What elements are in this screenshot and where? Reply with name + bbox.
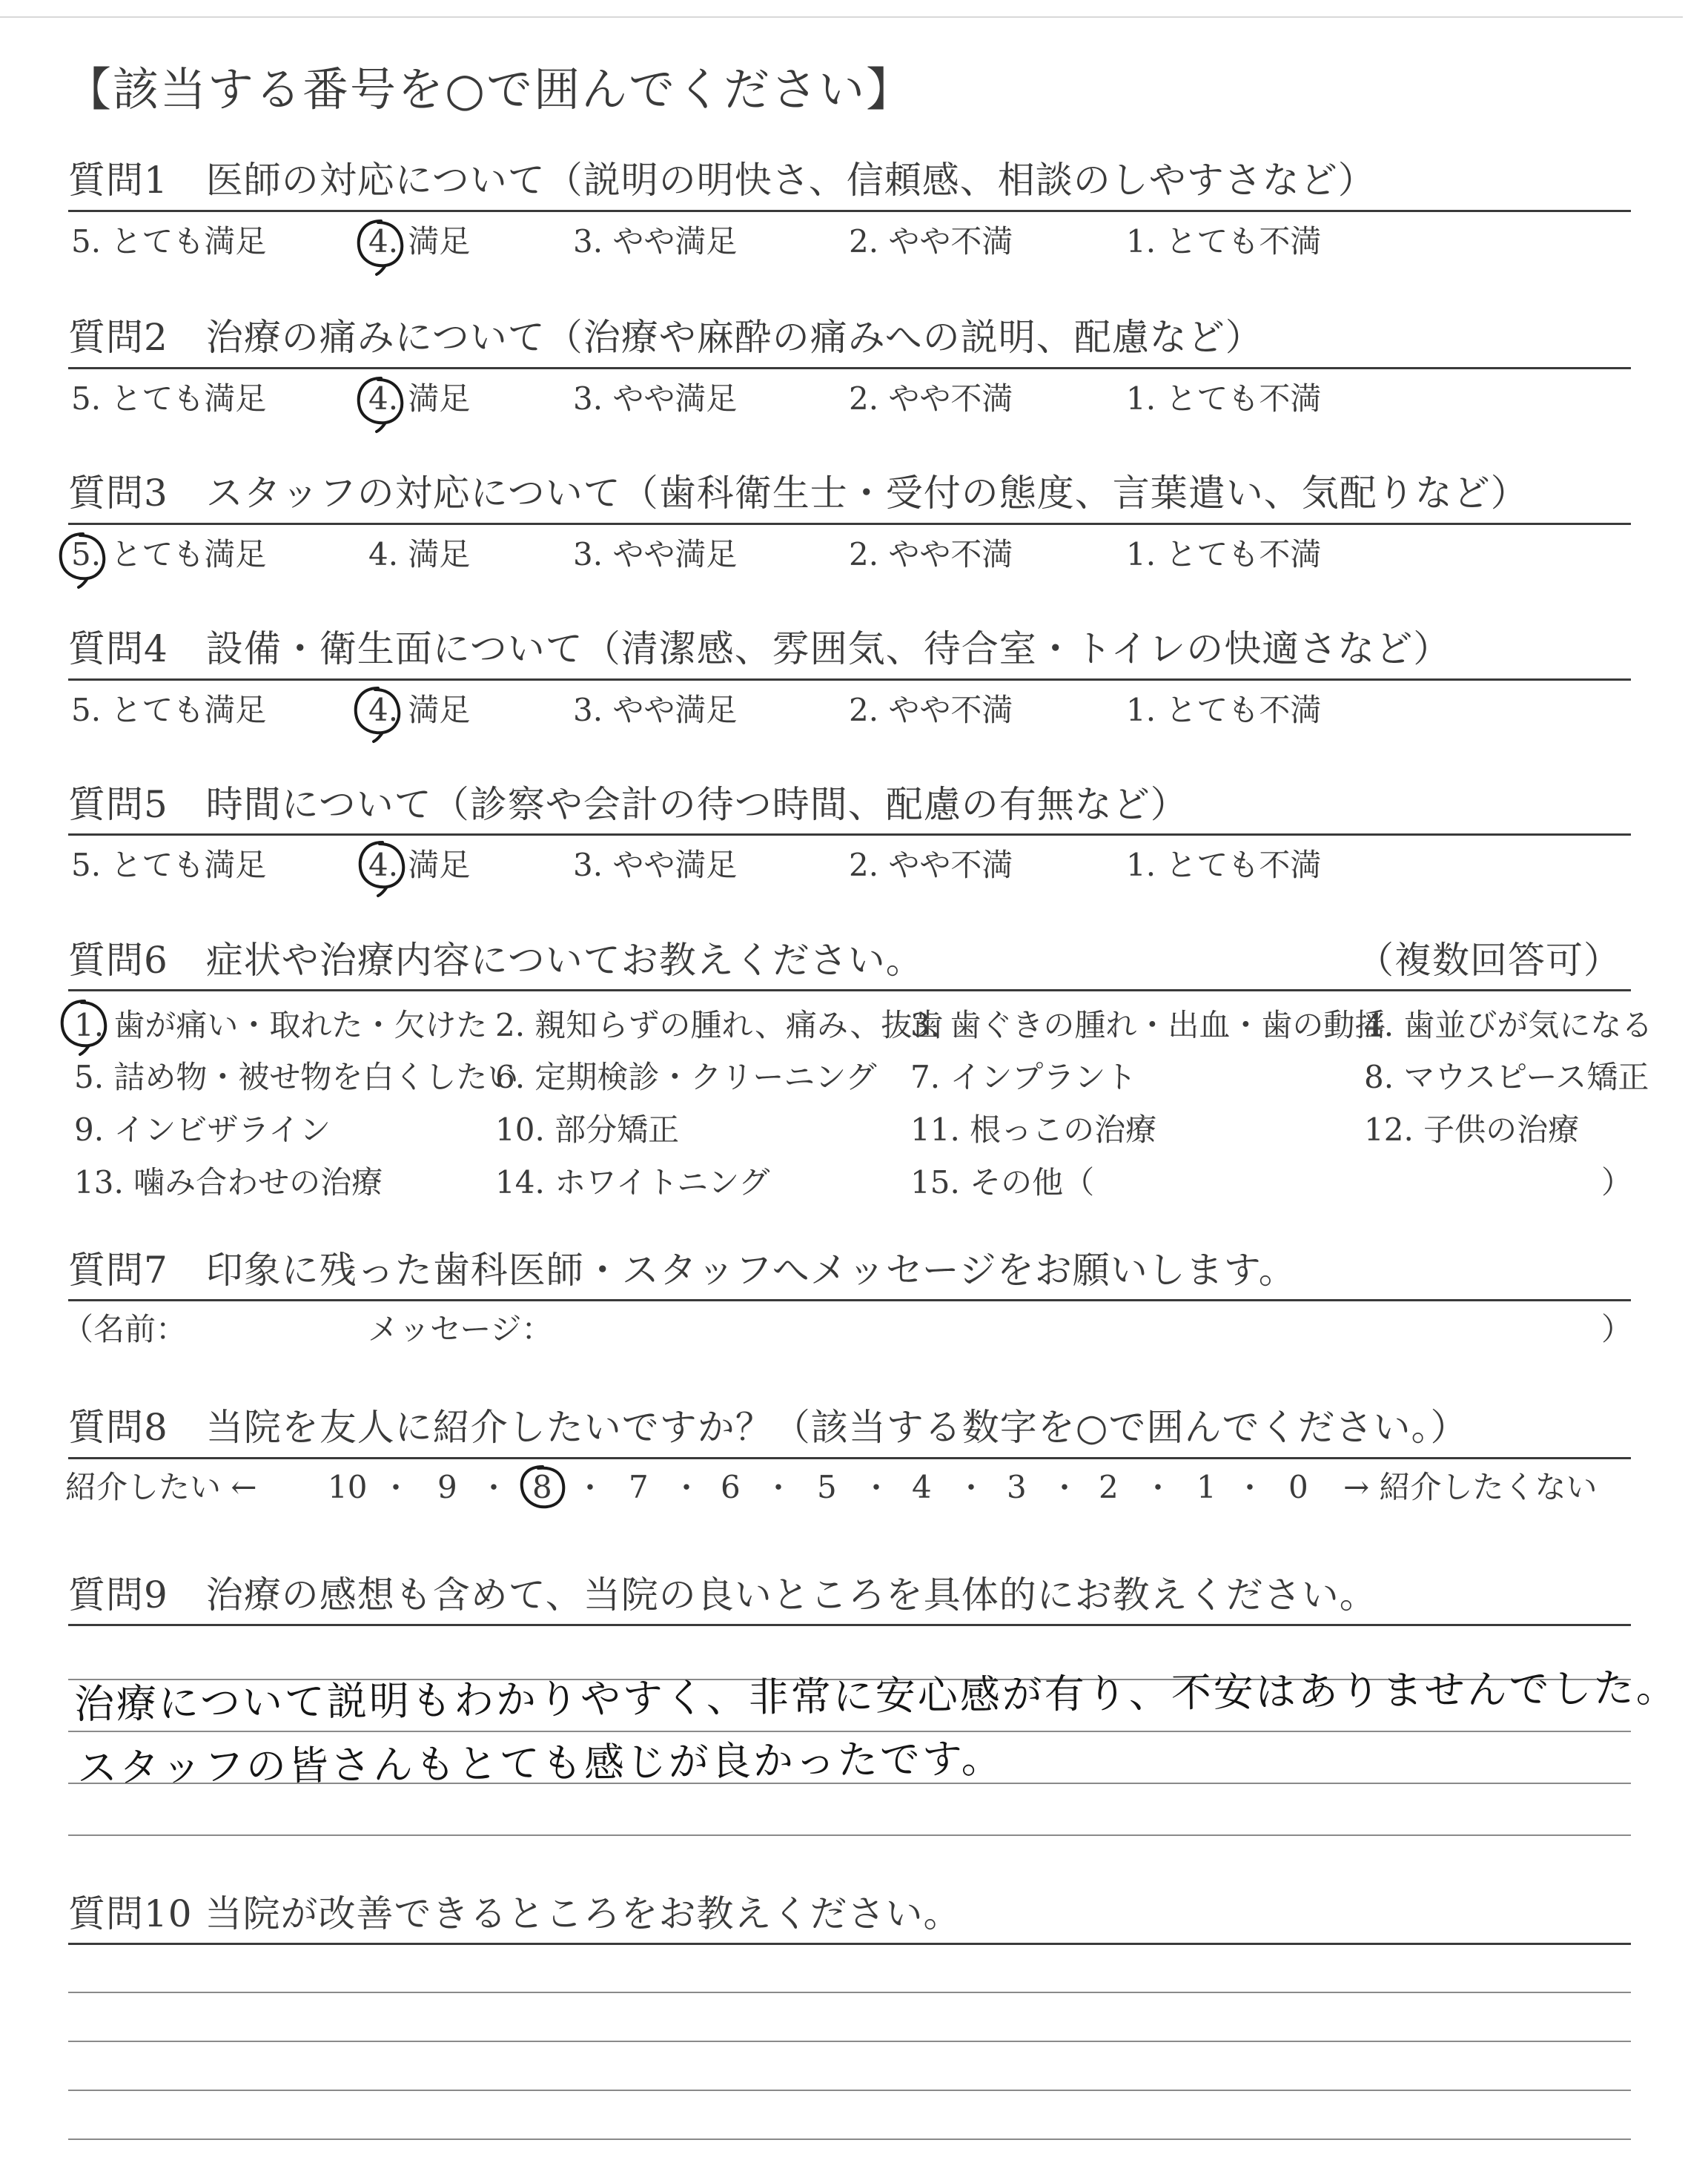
q5-option-1[interactable]: 1. とても不満 [1126,847,1322,883]
q8-score-10[interactable]: 10 [328,1469,368,1505]
q7-message-label: メッセージ： [368,1311,553,1347]
q8-score-1[interactable]: 1 [1196,1469,1217,1505]
q8-rule [68,1457,1631,1459]
q9-answer-line [68,1731,1631,1732]
q10-rule [68,1943,1631,1945]
q4-heading: 質問4 設備・衛生面について（清潔感、雰囲気、待合室・トイレの快適さなど） [68,627,1452,670]
q4-option-1[interactable]: 1. とても不満 [1126,692,1322,728]
q6-item-6[interactable]: 6. 定期検診・クリーニング [495,1059,877,1095]
q7-name-label: （名前： [62,1311,188,1347]
q5-option-4[interactable]: 4. 満足 [368,847,471,883]
q6-multiple-answers-note: （複数回答可） [1357,939,1621,982]
q8-right-label: → 紹介したくない [1343,1469,1598,1505]
q8-heading: 質問8 当院を友人に紹介したいですか？（該当する数字を○で囲んでください。） [68,1406,1469,1449]
instruction-title: 【該当する番号を○で囲んでください】 [65,62,914,116]
q5-selection-circle [353,838,412,897]
q6-item-8[interactable]: 8. マウスピース矯正 [1364,1059,1649,1095]
q1-selection-circle [351,217,411,276]
q3-option-3[interactable]: 3. やや満足 [573,536,738,572]
q10-answer-line [68,2041,1631,2042]
q6-item-12[interactable]: 12. 子供の治療 [1364,1112,1580,1148]
q4-option-3[interactable]: 3. やや満足 [573,692,738,728]
q3-rule [68,523,1631,525]
q8-score-9[interactable]: 9 [437,1469,457,1505]
q8-left-label: 紹介したい ← [65,1469,257,1505]
q6-item-13[interactable]: 13. 噛み合わせの治療 [74,1164,383,1200]
q3-option-2[interactable]: 2. やや不満 [849,536,1013,572]
q1-heading: 質問1 医師の対応について（説明の明快さ、信頼感、相談のしやすさなど） [68,159,1376,202]
q1-option-3[interactable]: 3. やや満足 [573,223,738,260]
q4-option-2[interactable]: 2. やや不満 [849,692,1013,728]
sheet-top-edge [0,16,1683,18]
q6-heading: 質問6 症状や治療内容についてお教えください。 [68,939,924,982]
q10-answer-line [68,2090,1631,2091]
q5-option-5[interactable]: 5. とても満足 [71,847,267,883]
q5-option-2[interactable]: 2. やや不満 [849,847,1013,883]
q9-heading: 質問9 治療の感想も含めて、当院の良いところを具体的にお教えください。 [68,1573,1377,1616]
q2-option-2[interactable]: 2. やや不満 [849,380,1013,417]
q2-option-4[interactable]: 4. 満足 [368,380,471,417]
q6-item-14[interactable]: 14. ホワイトニング [495,1164,770,1200]
q8-separator: ・ [764,1471,793,1505]
q6-item-2[interactable]: 2. 親知らずの腫れ、痛み、抜歯 [495,1007,944,1043]
q9-handwritten-answer-line-2: スタッフの皆さんもとても感じが良かったです。 [76,1734,1004,1791]
q9-answer-line [68,1834,1631,1836]
q8-separator: ・ [956,1471,986,1505]
q6-item-1[interactable]: 1. 歯が痛い・取れた・欠けた [74,1007,488,1043]
q9-handwritten-answer-line-1: 治療について説明もわかりやすく、非常に安心感が有り、不安はありませんでした。 [73,1664,1679,1728]
q4-option-4[interactable]: 4. 満足 [368,692,471,728]
q6-item-5[interactable]: 5. 詰め物・被せ物を白くしたい [74,1059,519,1095]
q4-selection-circle [348,684,408,743]
q6-item-1-selection-circle [55,997,114,1056]
q4-option-5[interactable]: 5. とても満足 [71,692,267,728]
q7-heading: 質問7 印象に残った歯科医師・スタッフへメッセージをお願いします。 [68,1249,1297,1292]
q6-item-11[interactable]: 11. 根っこの治療 [910,1112,1157,1148]
q3-option-1[interactable]: 1. とても不満 [1126,536,1322,572]
q3-option-5[interactable]: 5. とても満足 [71,536,267,572]
q6-item-15-other[interactable]: 15. その他（ [910,1164,1095,1200]
q8-score-4[interactable]: 4 [912,1469,932,1505]
q8-separator: ・ [575,1471,605,1505]
q2-option-5[interactable]: 5. とても満足 [71,380,267,417]
q2-option-3[interactable]: 3. やや満足 [573,380,738,417]
q10-answer-line [68,2138,1631,2140]
q1-rule [68,210,1631,212]
q5-option-3[interactable]: 3. やや満足 [573,847,738,883]
q1-option-4[interactable]: 4. 満足 [368,223,471,260]
q8-score-2[interactable]: 2 [1099,1469,1119,1505]
q7-rule [68,1299,1631,1301]
q3-selection-circle [53,529,113,589]
q8-score-6[interactable]: 6 [721,1469,741,1505]
q2-heading: 質問2 治療の痛みについて（治療や麻酔の痛みへの説明、配慮など） [68,316,1263,359]
q8-separator: ・ [1050,1471,1079,1505]
q6-item-9[interactable]: 9. インビザライン [74,1112,331,1148]
q8-score-5[interactable]: 5 [817,1469,837,1505]
q5-rule [68,833,1631,836]
q2-selection-circle [351,374,411,433]
q6-item-3[interactable]: 3. 歯ぐきの腫れ・出血・歯の動揺 [910,1007,1386,1043]
q8-selection-circle [516,1464,568,1511]
q8-separator: ・ [381,1471,411,1505]
q2-rule [68,367,1631,369]
q5-heading: 質問5 時間について（診察や会計の待つ時間、配慮の有無など） [68,783,1188,826]
q8-score-8[interactable]: 8 [532,1469,552,1505]
q9-rule [68,1624,1631,1626]
q1-option-1[interactable]: 1. とても不満 [1126,223,1322,260]
q8-separator: ・ [1143,1471,1173,1505]
q8-separator: ・ [861,1471,891,1505]
q7-close-paren: ） [1601,1311,1633,1347]
q8-score-7[interactable]: 7 [629,1469,649,1505]
q10-heading: 質問10 当院が改善できるところをお教えください。 [68,1892,961,1935]
q6-item-7[interactable]: 7. インプラント [910,1059,1137,1095]
q6-item-10[interactable]: 10. 部分矯正 [495,1112,680,1148]
q8-score-3[interactable]: 3 [1007,1469,1027,1505]
q6-item-4[interactable]: 4. 歯並びが気になる [1364,1007,1653,1043]
q8-score-0[interactable]: 0 [1288,1469,1308,1505]
q6-other-close-paren: ） [1601,1164,1633,1200]
q3-heading: 質問3 スタッフの対応について（歯科衛生士・受付の態度、言葉遣い、気配りなど） [68,472,1529,515]
q10-answer-line [68,1992,1631,1993]
q8-separator: ・ [1235,1471,1265,1505]
q1-option-5[interactable]: 5. とても満足 [71,223,267,260]
q8-separator: ・ [672,1471,701,1505]
q2-option-1[interactable]: 1. とても不満 [1126,380,1322,417]
q1-option-2[interactable]: 2. やや不満 [849,223,1013,260]
q6-rule [68,989,1631,991]
q8-separator: ・ [479,1471,509,1505]
q3-option-4[interactable]: 4. 満足 [368,536,471,572]
q4-rule [68,678,1631,681]
